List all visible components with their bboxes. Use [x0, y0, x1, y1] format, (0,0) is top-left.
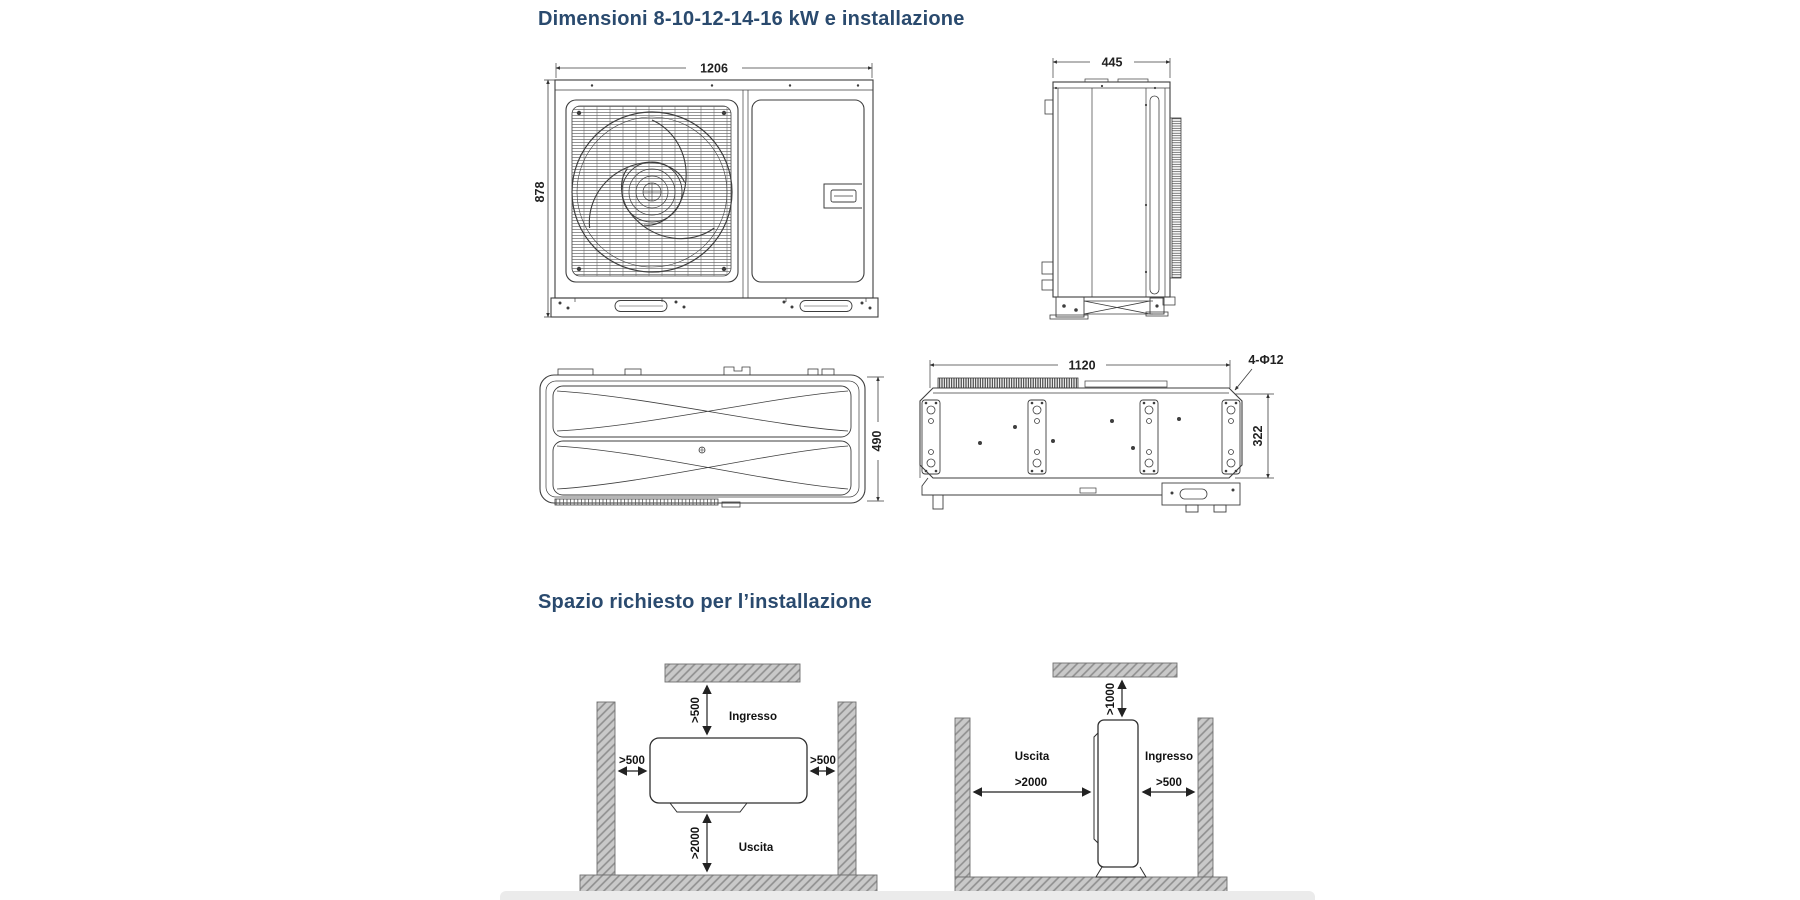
elevation-top-clearance-label: >1000: [1105, 682, 1117, 716]
elevation-ceiling: [1053, 663, 1177, 677]
front-view-drawing: [533, 62, 878, 318]
section-title-dimensions: Dimensioni 8-10-12-14-16 kW e installazione: [538, 8, 965, 30]
mounting-holes-label: 4-Φ12: [1248, 353, 1284, 367]
elevation-right-wall: [1198, 718, 1213, 877]
elevation-unit-outline: [1098, 720, 1138, 867]
side-view-drawing: [1042, 56, 1181, 320]
elevation-air-outlet-label: Uscita: [1014, 751, 1050, 763]
top-view-drawing: [540, 367, 884, 507]
plan-front-clearance-label: >2000: [690, 826, 702, 860]
section-title-installation-space: Spazio richiesto per l’installazione: [538, 591, 872, 613]
bottom-view-drawing: [920, 353, 1284, 512]
plan-right-wall: [838, 702, 856, 875]
side-depth-dim-label: 445: [1101, 55, 1123, 70]
bottom-width-dim-label: 1120: [1068, 358, 1096, 373]
next-section-edge: [500, 891, 1315, 900]
plan-left-wall: [597, 702, 615, 875]
front-width-dim-label: 1206: [700, 61, 728, 76]
elevation-front-clearance-label: >2000: [1014, 777, 1048, 789]
plan-left-clearance-label: >500: [619, 755, 645, 767]
plan-unit-outline: [650, 738, 807, 803]
plan-air-inlet-label: Ingresso: [729, 711, 777, 723]
front-height-dim-label: 878: [533, 181, 547, 203]
plan-rear-wall: [665, 664, 800, 682]
top-depth-dim-label: 490: [870, 430, 884, 452]
plan-right-clearance-label: >500: [810, 755, 836, 767]
elevation-rear-clearance-label: >500: [1156, 777, 1182, 789]
plan-air-outlet-label: Uscita: [738, 842, 774, 854]
plan-rear-clearance-label: >500: [690, 697, 702, 723]
elevation-left-wall: [955, 718, 970, 877]
elevation-air-inlet-label: Ingresso: [1145, 751, 1193, 763]
installation-plan-view: [580, 664, 877, 893]
hole-spacing-dim-label: 322: [1251, 425, 1265, 447]
installation-side-elevation: [955, 663, 1227, 893]
